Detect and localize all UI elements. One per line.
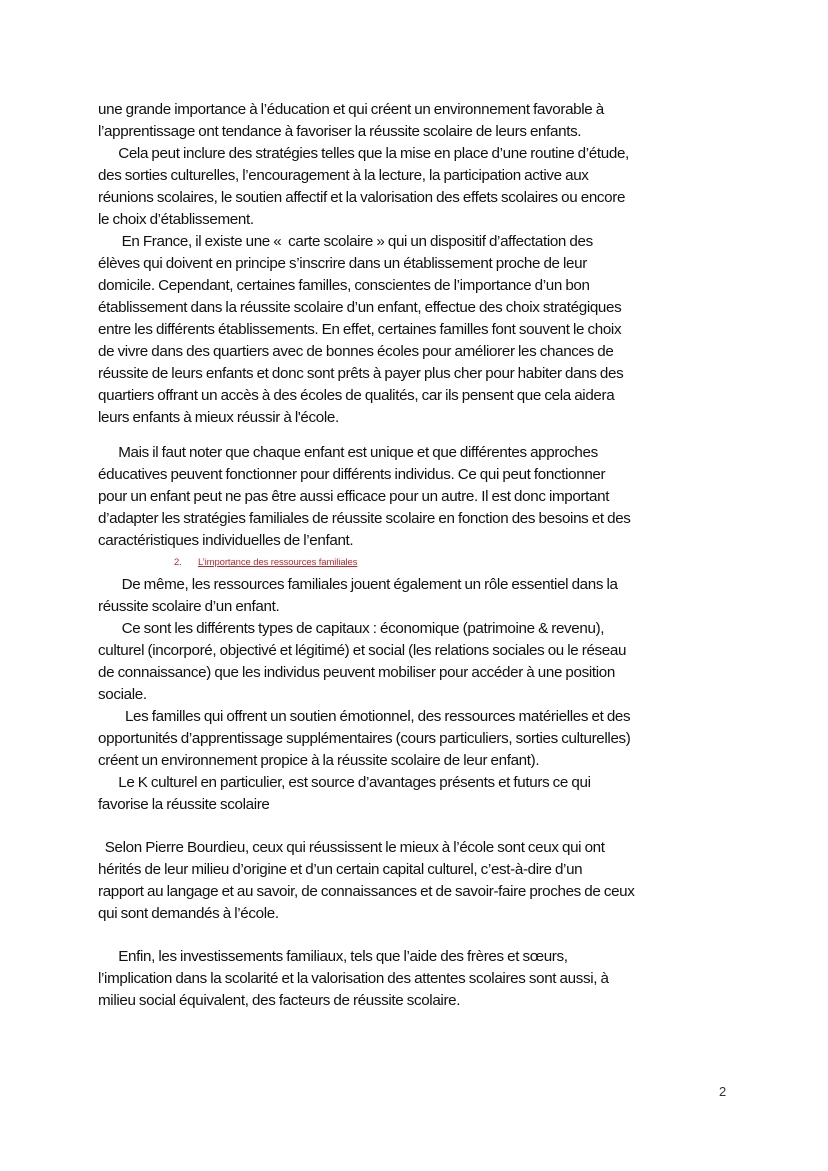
section-number: 2.: [174, 557, 182, 568]
text-line: Cela peut inclure des stratégies telles que la mise en place d’une routine d’étude,: [98, 145, 629, 162]
text-line: d’adapter les stratégies familiales de réussite scolaire en fonction des besoins et des: [98, 510, 631, 527]
text-line: quartiers offrant un accès à des écoles de qualités, car ils pensent que cela aidera: [98, 387, 615, 404]
paragraph: [98, 706, 738, 772]
text-line: créent un environnement propice à la réussite scolaire de leur enfant).: [98, 752, 540, 769]
text-line: En France, il existe une « carte scolaire » qui un dispositif d’affectation des: [98, 233, 593, 250]
paragraph: [98, 574, 738, 618]
text-line: élèves qui doivent en principe s’inscrire dans un établissement proche de leur: [98, 255, 587, 272]
text-line: de vivre dans des quartiers avec de bonnes écoles pour améliorer les chances de: [98, 343, 614, 360]
section-title: L’importance des ressources familiales: [198, 557, 358, 568]
text-line: milieu social équivalent, des facteurs de réussite scolaire.: [98, 992, 461, 1009]
text-line: réussite de leurs enfants et donc sont prêts à payer plus cher pour habiter dans des: [98, 365, 624, 382]
paragraph: [98, 99, 738, 143]
text-line: hérités de leur milieu d’origine et d’un certain capital culturel, c’est-à-dire d’un: [98, 861, 583, 878]
document-body: [98, 99, 738, 1012]
text-line: De même, les ressources familiales jouent également un rôle essentiel dans la: [98, 576, 618, 593]
text-line: pour un enfant peut ne pas être aussi efficace pour un autre. Il est donc important: [98, 488, 610, 505]
text-line: une grande importance à l’éducation et qui créent un environnement favorable à: [98, 101, 604, 118]
text-line: caractéristiques individuelles de l’enfant.: [98, 532, 354, 549]
text-line: Ce sont les différents types de capitaux : économique (patrimoine & revenu),: [98, 620, 605, 637]
text-line: Selon Pierre Bourdieu, ceux qui réussissent le mieux à l’école sont ceux qui ont: [98, 839, 605, 856]
text-line: réunions scolaires, le soutien affectif et la valorisation des effets scolaires ou encore: [98, 189, 626, 206]
text-line: établissement dans la réussite scolaire d’un enfant, effectue des choix stratégiques: [98, 299, 622, 316]
text-line: le choix d’établissement.: [98, 211, 254, 228]
paragraph: [98, 442, 738, 552]
section-heading: [98, 552, 738, 574]
text-line: éducatives peuvent fonctionner pour différents individus. Ce qui peut fonctionner: [98, 466, 606, 483]
text-line: entre les différents établissements. En effet, certaines familles font souvent le choix: [98, 321, 622, 338]
paragraph-spacer: [98, 925, 738, 946]
text-line: leurs enfants à mieux réussir à l'école.: [98, 409, 339, 426]
paragraph-spacer: [98, 429, 738, 442]
text-line: Les familles qui offrent un soutien émotionnel, des ressources matérielles et des: [98, 708, 631, 725]
text-line: Le K culturel en particulier, est source d’avantages présents et futurs ce qui: [98, 774, 591, 791]
page-number: 2: [719, 1084, 727, 1099]
text-line: l’implication dans la scolarité et la valorisation des attentes scolaires sont aussi, à: [98, 970, 609, 987]
paragraph: [98, 143, 738, 231]
text-line: qui sont demandés à l’école.: [98, 905, 279, 922]
text-line: domicile. Cependant, certaines familles, conscientes de l’importance d’un bon: [98, 277, 590, 294]
text-line: réussite scolaire d’un enfant.: [98, 598, 280, 615]
text-line: opportunités d’apprentissage supplémentaires (cours particuliers, sorties culturelles): [98, 730, 631, 747]
text-line: Mais il faut noter que chaque enfant est unique et que différentes approches: [98, 444, 598, 461]
text-line: favorise la réussite scolaire: [98, 796, 270, 813]
paragraph: [98, 837, 738, 925]
paragraph-spacer: [98, 816, 738, 837]
text-line: l’apprentissage ont tendance à favoriser la réussite scolaire de leurs enfants.: [98, 123, 582, 140]
paragraph: [98, 772, 738, 816]
paragraph: [98, 946, 738, 1012]
paragraph: [98, 618, 738, 706]
text-line: Enfin, les investissements familiaux, tels que l’aide des frères et sœurs,: [98, 948, 568, 965]
text-line: culturel (incorporé, objectivé et légitimé) et social (les relations sociales ou le réseau: [98, 642, 627, 659]
text-line: des sorties culturelles, l’encouragement à la lecture, la participation active aux: [98, 167, 589, 184]
text-line: sociale.: [98, 686, 147, 703]
text-line: de connaissance) que les individus peuvent mobiliser pour accéder à une position: [98, 664, 615, 681]
text-line: rapport au langage et au savoir, de connaissances et de savoir-faire proches de ceux: [98, 883, 635, 900]
paragraph: [98, 231, 738, 429]
